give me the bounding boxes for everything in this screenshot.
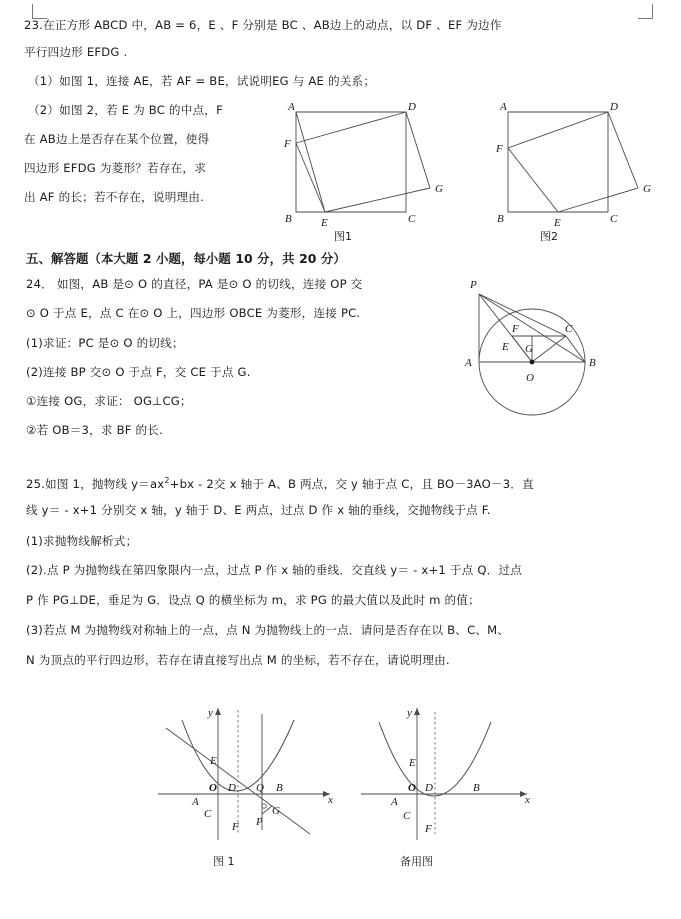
q25-fig2-label-A: A xyxy=(391,796,398,808)
q25-sub-2-line-1: (2).点 P 为抛物线在第四象限内一点，过点 P 作 x 轴的垂线．交直线 y＝ - x+1 于点 Q．过点 xyxy=(26,563,523,577)
q25-sub-1: (1)求抛物线解析式； xyxy=(26,534,138,548)
q25-figure-2-caption: 备用图 xyxy=(400,855,433,868)
q25-line-1-part-b: +bx - 2交 x 轴于 A、B 两点，交 y 轴于点 C，且 BO－3AO－3．直 xyxy=(169,476,534,491)
q23-sub-2-line-3: 四边形 EFDG 为菱形？若存在，求 xyxy=(24,161,207,175)
q25-fig1-label-A: A xyxy=(192,796,199,808)
q25-line-1-part-a: 25.如图 1，抛物线 y＝ax xyxy=(26,476,165,491)
q25-fig2-label-F: F xyxy=(425,823,432,835)
q25-line-2: 线 y＝ - x+1 分别交 x 轴，y 轴于 D、E 两点，过点 D 作 x 轴的垂线，交抛物线于点 F. xyxy=(26,503,491,517)
q24-sub-2b: ②若 OB＝3，求 BF 的长. xyxy=(26,423,163,437)
q23-fig1-label-E: E xyxy=(321,217,328,229)
q24-sub-2a: ①连接 OG，求证： OG⊥CG； xyxy=(26,394,192,408)
q24-sub-1: (1)求证：PC 是⊙ O 的切线； xyxy=(26,336,184,350)
q23-fig2-label-G: G xyxy=(643,183,651,195)
crop-mark-top-left xyxy=(32,4,47,19)
q23-fig1-label-A: A xyxy=(288,101,295,113)
q24-fig-label-E: E xyxy=(502,341,509,353)
q25-fig1-label-G: G xyxy=(272,805,280,817)
q24-fig-label-C: C xyxy=(565,323,573,335)
q25-fig1-label-P: P xyxy=(256,816,263,828)
q24-fig-label-G: G xyxy=(525,343,533,355)
q24-fig-label-O: O xyxy=(526,372,534,384)
q25-fig1-label-D: D xyxy=(228,782,236,794)
q23-fig1-label-F: F xyxy=(284,138,291,150)
q23-figure-1 xyxy=(278,100,468,230)
q25-figure-1-graph xyxy=(152,702,352,852)
q24-fig-label-A: A xyxy=(465,357,472,369)
q23-line-2: 平行四边形 EFDG . xyxy=(24,45,128,59)
q23-sub-2-line-1: （2）如图 2，若 E 为 BC 的中点，F xyxy=(28,103,223,117)
q25-fig1-label-Q: Q xyxy=(256,782,264,794)
q25-fig2-label-O: O xyxy=(408,782,416,794)
q25-fig2-label-x: x xyxy=(525,794,530,806)
q24-line-1: 24． 如图，AB 是⊙ O 的直径，PA 是⊙ O 的切线，连接 OP 交 xyxy=(26,277,363,291)
q23-sub-2-line-4: 出 AF 的长；若不存在，说明理由. xyxy=(24,190,204,204)
q24-sub-2: (2)连接 BP 交⊙ O 于点 F，交 CE 于点 G. xyxy=(26,365,251,379)
q25-fig1-label-O: O xyxy=(209,782,217,794)
q23-line-1: 23.在正方形 ABCD 中，AB = 6，E 、F 分别是 BC 、AB边上的动点，以 DF 、EF 为边作 xyxy=(24,18,502,32)
q25-sub-2-line-2: P 作 PG⊥DE，垂足为 G．设点 Q 的横坐标为 m，求 PG 的最大值以及此时 m 的值； xyxy=(26,593,480,607)
q25-fig1-label-C: C xyxy=(204,808,212,820)
q23-fig2-label-C: C xyxy=(610,213,618,225)
q25-figure-2-graph xyxy=(355,702,555,852)
q24-fig-label-P: P xyxy=(470,279,477,291)
q23-sub-2-line-2: 在 AB边上是否存在某个位置，使得 xyxy=(24,132,210,146)
q25-fig1-label-x: x xyxy=(328,794,333,806)
q23-figure-1-caption: 图1 xyxy=(334,230,352,243)
q23-fig2-label-F: F xyxy=(496,143,503,155)
q25-line-1 xyxy=(26,473,534,492)
q25-fig2-label-E: E xyxy=(409,757,416,769)
q25-fig1-label-y: y xyxy=(208,707,213,719)
q25-figure-1-caption: 图 1 xyxy=(213,855,235,868)
q23-fig1-label-G: G xyxy=(435,183,443,195)
q23-fig1-label-C: C xyxy=(408,213,416,225)
q25-fig2-label-D: D xyxy=(425,782,433,794)
q24-fig-label-F: F xyxy=(512,323,519,335)
q23-fig2-label-B: B xyxy=(497,213,504,225)
q24-fig-label-B: B xyxy=(589,357,596,369)
q23-sub-1: （1）如图 1，连接 AE，若 AF = BE，试说明EG 与 AE 的关系； xyxy=(28,74,376,88)
q23-figure-2 xyxy=(492,100,672,230)
q25-fig2-label-C: C xyxy=(403,810,411,822)
q23-fig2-label-D: D xyxy=(610,101,618,113)
q25-sub-3-line-2: N 为顶点的平行四边形，若存在请直接写出点 M 的坐标，若不存在，请说明理由. xyxy=(26,653,450,667)
q25-fig1-label-F: F xyxy=(232,821,239,833)
q25-fig1-label-E: E xyxy=(210,755,217,767)
q25-fig1-label-B: B xyxy=(276,782,283,794)
q23-figure-2-caption: 图2 xyxy=(540,230,558,243)
q25-exponent: 2 xyxy=(164,476,170,485)
crop-mark-top-right xyxy=(638,4,653,19)
q23-fig2-label-A: A xyxy=(500,101,507,113)
section-5-heading: 五、解答题（本大题 2 小题，每小题 10 分，共 20 分） xyxy=(26,251,346,266)
q25-fig2-label-B: B xyxy=(473,782,480,794)
q23-fig1-label-D: D xyxy=(408,101,416,113)
q25-fig2-label-y: y xyxy=(407,707,412,719)
q23-fig1-label-B: B xyxy=(285,213,292,225)
q24-figure-circle xyxy=(440,258,660,438)
q25-sub-3-line-1: (3)若点 M 为抛物线对称轴上的一点，点 N 为抛物线上的一点．请问是否存在以 B、C、M、 xyxy=(26,623,510,637)
q23-fig2-label-E: E xyxy=(554,217,561,229)
q24-line-2: ⊙ O 于点 E，点 C 在⊙ O 上，四边形 OBCE 为菱形，连接 PC. xyxy=(26,306,361,320)
